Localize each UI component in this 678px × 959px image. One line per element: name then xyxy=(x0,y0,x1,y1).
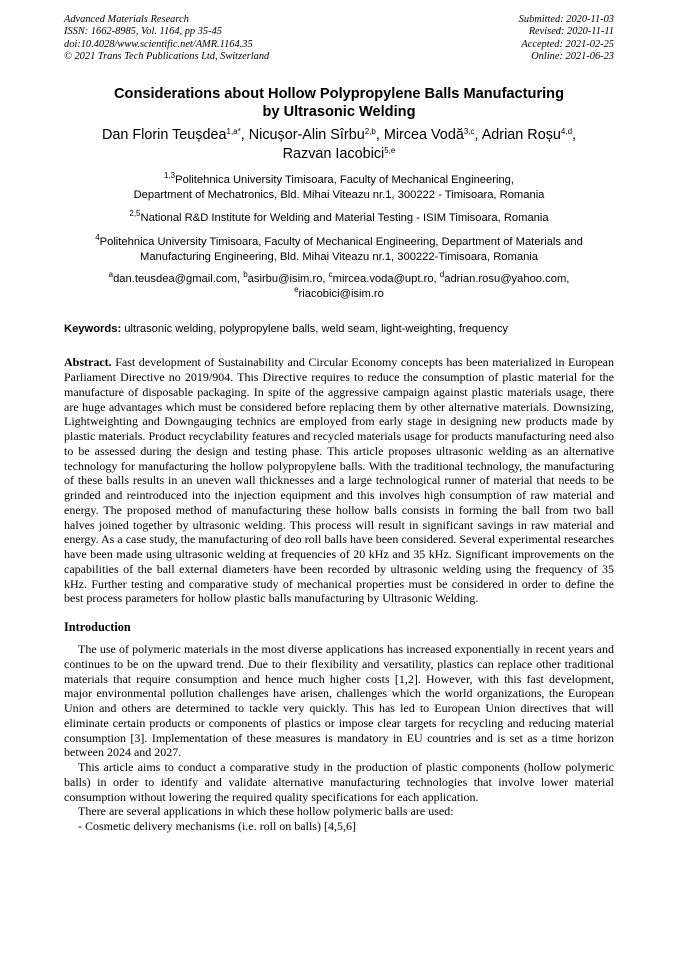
header-right xyxy=(519,14,614,63)
email-mark: a xyxy=(108,270,114,280)
author-name: Mircea Vodă xyxy=(383,127,464,144)
email-address: mircea.voda@upt.ro, xyxy=(332,273,440,286)
email-address: dan.teusdea@gmail.com, xyxy=(113,273,244,286)
abstract-text: Fast development of Sustainability and Circular Economy concepts has been materialized in European Parliament Directive no 2019/904. This Directive requires to reduce the consumption of plastic material for the manufacture of disposable packaging. In spite of the aggressive campaign against plastic materials usage, there are huge advantages which must be considered before replacing them by other alternative materials. Downsizing, Lightweighting and Downgauging technics are employed from early stage in designing new products made by plastic materials. Product recyclability features and recycled materials usage for products manufacturing need also to be assessed during the design and testing phase. This article proposes ultrasonic welding as an alternative technology for manufacturing the hollow polypropylene balls. With the traditional technology, the manufacturing of these balls results in an uneven wall thicknesses and a large technological runner of material that needs to be grinded and reintroduced into the injection equipment and this involves high consumption of raw material and energy. The proposed method of manufacturing these hollow balls consists in forming the ball from two ball halves joined together by ultrasonic welding. This process will result in significant savings in raw material and energy. As a case study, the manufacturing of deo roll balls have been considered. Several experimental researches have been made using ultrasonic welding at frequencies of 20 kHz and 35 kHz. Significant improvements on the capabilities of the ball external diameters have been recorded by ultrasonic welding using the frequency of 35 kHz. Further testing and comparative study of mechanical properties must be considered in order to define the best process parameters for hollow plastic balls manufacturing by Ultrasonic Welding. xyxy=(64,355,614,606)
keywords-text: ultrasonic welding, polypropylene balls, weld seam, light-weighting, frequency xyxy=(121,323,509,336)
abstract xyxy=(64,355,614,606)
affiliation-line: Politehnica University Timisoara, Faculty of Mechanical Engineering, Department of Materials and xyxy=(99,235,583,248)
keywords xyxy=(64,322,614,336)
author-affil-mark: 5,e xyxy=(384,146,396,156)
email-address: riacobici@isim.ro xyxy=(298,287,384,300)
author-separator: , xyxy=(240,127,249,144)
email-address: asirbu@isim.ro, xyxy=(247,273,329,286)
doi: doi:10.4028/www.scientific.net/AMR.1164.35 xyxy=(64,38,253,50)
affiliation xyxy=(64,211,614,226)
paragraph: There are several applications in which these hollow polymeric balls are used: xyxy=(78,804,454,819)
keywords-label: Keywords: xyxy=(64,323,122,336)
copyright: © 2021 Trans Tech Publications Ltd, Switzerland xyxy=(64,50,270,62)
author-separator: , xyxy=(572,127,577,144)
revised-date: Revised: 2020-11-11 xyxy=(528,26,614,38)
journal-name: Advanced Materials Research xyxy=(64,14,189,25)
paper-title xyxy=(64,85,614,121)
email-mark: b xyxy=(243,270,248,280)
author-affil-mark: 1,a* xyxy=(226,127,241,137)
affiliation-mark: 1,3 xyxy=(163,171,176,181)
email-list xyxy=(64,272,614,301)
abstract-label: Abstract. xyxy=(64,355,112,370)
title-line-2: by Ultrasonic Welding xyxy=(262,104,416,121)
author-affil-mark: 3,c xyxy=(463,127,475,137)
author-list xyxy=(64,126,614,164)
email-mark: c xyxy=(328,270,333,280)
affiliation-mark: 2,5 xyxy=(129,209,141,219)
online-date: Online: 2021-06-23 xyxy=(531,50,614,62)
author-separator: , xyxy=(375,127,384,144)
affiliation-line: Manufacturing Engineering, Bld. Mihai Viteazu nr.1, 300222-Timisoara, Romania xyxy=(140,250,538,263)
title-line-1: Considerations about Hollow Polypropylene Balls Manufacturing xyxy=(113,86,565,103)
affiliation-line: National R&D Institute for Welding and Material Testing - ISIM Timisoara, Romania xyxy=(140,212,549,225)
affiliation-line: Politehnica University Timisoara, Faculty of Mechanical Engineering, xyxy=(175,174,514,187)
header-left xyxy=(64,14,269,63)
accepted-date: Accepted: 2021-02-25 xyxy=(521,38,614,50)
author-name: Nicușor-Alin Sîrbu xyxy=(248,127,365,144)
submitted-date: Submitted: 2020-11-03 xyxy=(518,14,614,25)
list-item: - Cosmetic delivery mechanisms (i.e. roll on balls) [4,5,6] xyxy=(78,819,356,834)
email-address: adrian.rosu@yahoo.com, xyxy=(444,273,570,286)
author-affil-mark: 2,b xyxy=(364,127,376,137)
email-mark: e xyxy=(294,284,299,294)
paragraph: The use of polymeric materials in the most diverse applications has increased exponentially in recent years and continues to be on the upward trend. Due to their flexibility and versatility, plastics can replace other traditional materials that require consumption and hence much higher costs [1,2]. However, with this fast development, major environmental pollution challenges have arisen, challenges which the world organizations, the European Union and others are determined to tackle very quickly. This has led to European Union directives that will eliminate certain products or components of plastics or impose clear targets for recycling and reducing material consumption [3]. Implementation of these measures is mandatory in EU countries and is set as a time horizon between 2024 and 2027. xyxy=(64,642,614,760)
author-name: Razvan Iacobici xyxy=(282,146,385,163)
author-name: Dan Florin Teușdea xyxy=(101,127,227,144)
affiliation xyxy=(64,173,614,202)
author-affil-mark: 4,d xyxy=(560,127,573,137)
paragraph: This article aims to conduct a comparative study in the production of plastic components (hollow polymeric balls) in order to identify and validate alternative manufacturing technologies that involve lower material consumption without lowering the required quality specifications for each application. xyxy=(64,760,614,804)
section-heading-introduction: Introduction xyxy=(64,620,131,635)
affiliation-mark: 4 xyxy=(95,232,100,242)
affiliation-line: Department of Mechatronics, Bld. Mihai Viteazu nr.1, 300222 - Timisoara, Romania xyxy=(133,188,545,201)
author-separator: , xyxy=(474,127,482,144)
email-mark: d xyxy=(439,270,445,280)
issn: ISSN: 1662-8985, Vol. 1164, pp 35-45 xyxy=(64,26,222,38)
affiliation xyxy=(64,232,614,264)
journal-header xyxy=(64,14,614,63)
author-name: Adrian Roșu xyxy=(481,127,561,144)
